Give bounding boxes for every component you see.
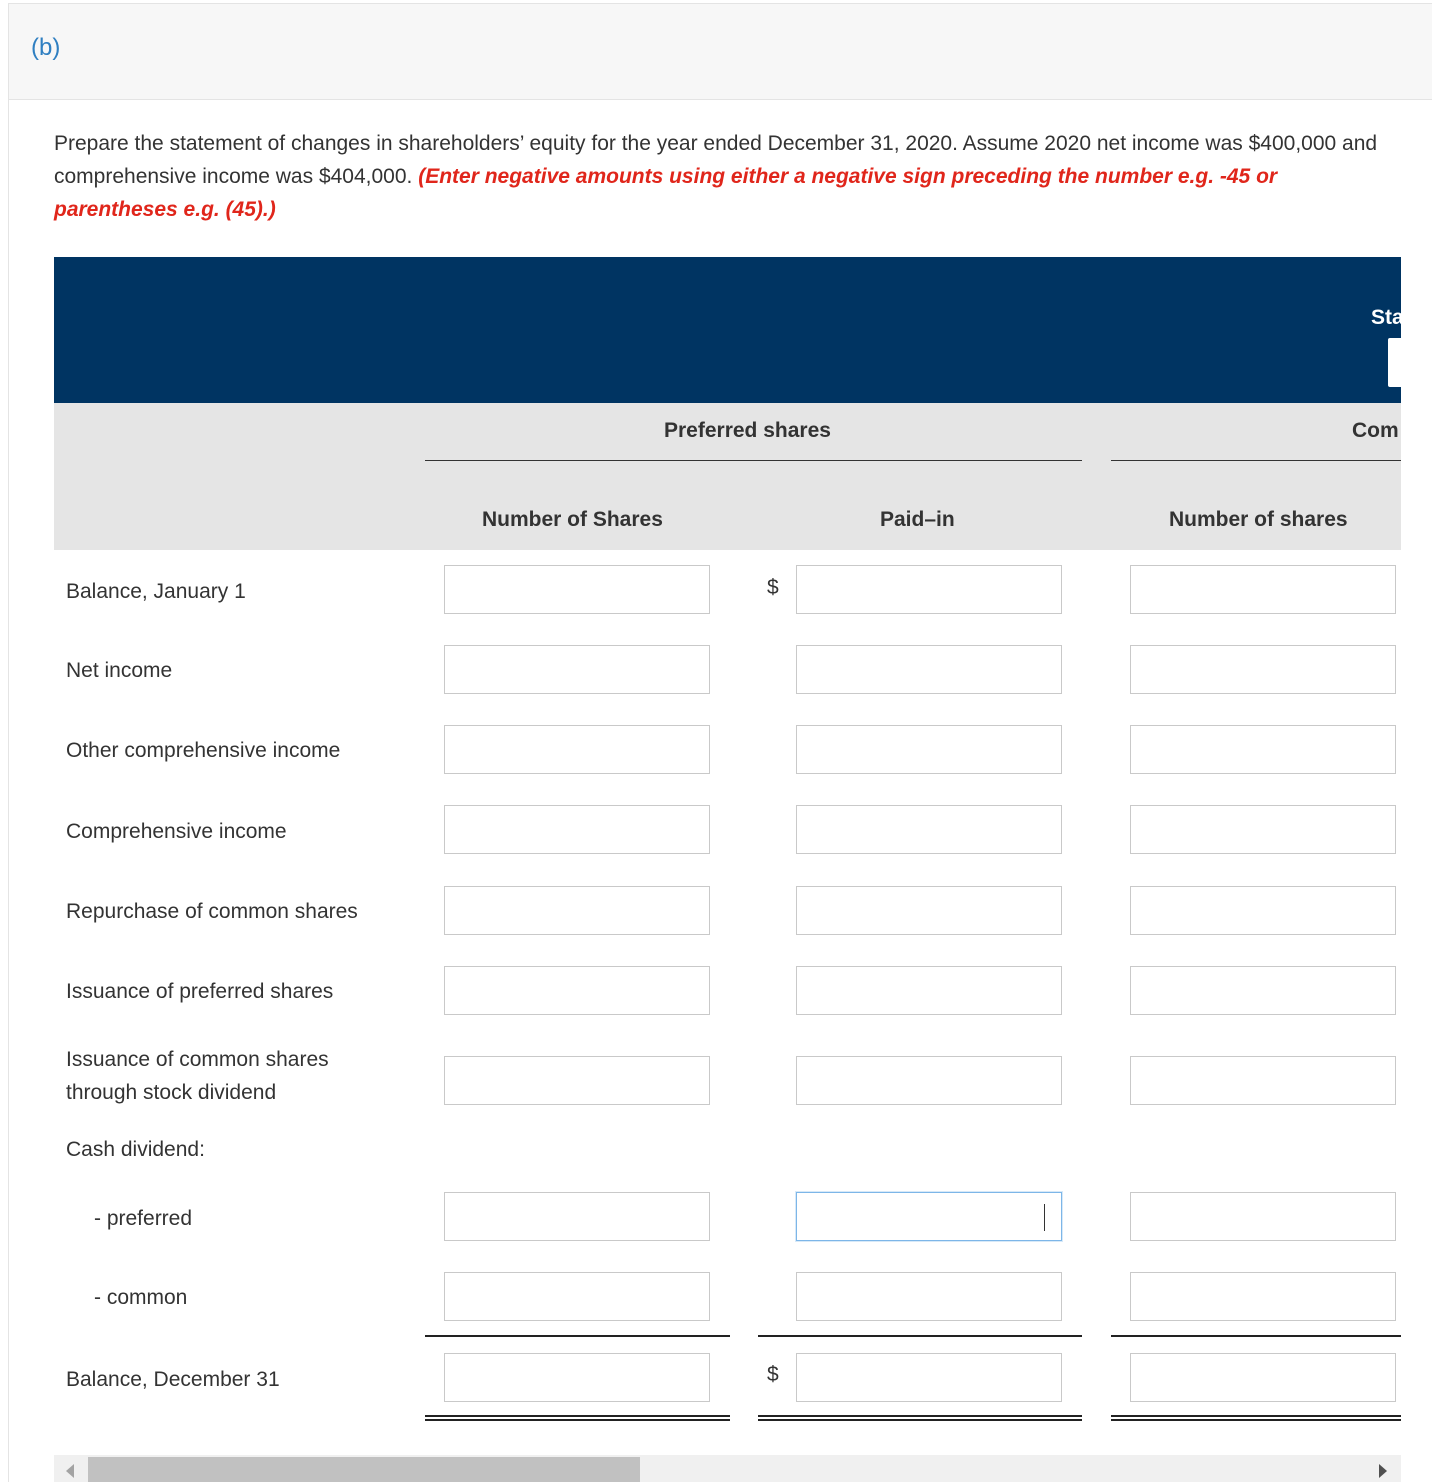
input-issuance-preferred-preferred-paid-in[interactable] bbox=[796, 966, 1062, 1015]
row-label-issuance-common-1: Issuance of common shares bbox=[66, 1048, 329, 1071]
input-net-income-preferred-number[interactable] bbox=[444, 645, 710, 694]
input-common-dividend-common-number[interactable] bbox=[1130, 1272, 1396, 1321]
total-rule bbox=[425, 1335, 730, 1337]
input-issuance-preferred-common-number[interactable] bbox=[1130, 966, 1396, 1015]
row-label-repurchase-common: Repurchase of common shares bbox=[66, 900, 358, 923]
scroll-left-arrow-icon[interactable] bbox=[66, 1464, 74, 1478]
instructions bbox=[54, 127, 1399, 226]
row-label-balance-jan1: Balance, January 1 bbox=[66, 580, 246, 603]
input-balance-jan1-common-number[interactable] bbox=[1130, 565, 1396, 614]
group-header-preferred: Preferred shares bbox=[664, 419, 831, 442]
double-total-rule bbox=[1111, 1415, 1401, 1421]
row-label-issuance-preferred: Issuance of preferred shares bbox=[66, 980, 334, 1003]
input-preferred-dividend-preferred-paid-in[interactable] bbox=[796, 1192, 1062, 1241]
input-net-income-preferred-paid-in[interactable] bbox=[796, 645, 1062, 694]
part-label: (b) bbox=[31, 34, 61, 61]
input-oci-preferred-number[interactable] bbox=[444, 725, 710, 774]
row-label-net-income: Net income bbox=[66, 659, 173, 682]
row-label-preferred-dividend: - preferred bbox=[94, 1207, 193, 1230]
input-balance-jan1-preferred-paid-in[interactable] bbox=[796, 565, 1062, 614]
input-oci-preferred-paid-in[interactable] bbox=[796, 725, 1062, 774]
input-comprehensive-income-preferred-number[interactable] bbox=[444, 805, 710, 854]
input-issuance-preferred-preferred-number[interactable] bbox=[444, 966, 710, 1015]
column-header-preferred-number: Number of Shares bbox=[482, 508, 663, 531]
row-label-oci: Other comprehensive income bbox=[66, 739, 341, 762]
input-oci-common-number[interactable] bbox=[1130, 725, 1396, 774]
input-common-dividend-preferred-number[interactable] bbox=[444, 1272, 710, 1321]
input-balance-dec31-preferred-paid-in[interactable] bbox=[796, 1353, 1062, 1402]
input-repurchase-common-number[interactable] bbox=[1130, 886, 1396, 935]
group-rule-preferred bbox=[425, 460, 1082, 461]
row-label-balance-dec31: Balance, December 31 bbox=[66, 1368, 280, 1391]
double-total-rule bbox=[425, 1415, 730, 1421]
group-rule-common bbox=[1111, 460, 1401, 461]
input-stock-dividend-preferred-paid-in[interactable] bbox=[796, 1056, 1062, 1105]
row-label-issuance-common-2: through stock dividend bbox=[66, 1081, 277, 1104]
input-preferred-dividend-common-number[interactable] bbox=[1130, 1192, 1396, 1241]
horizontal-scrollbar[interactable] bbox=[54, 1455, 1401, 1482]
column-header-common-number: Number of shares bbox=[1169, 508, 1348, 531]
input-balance-dec31-preferred-number[interactable] bbox=[444, 1353, 710, 1402]
scrollbar-thumb[interactable] bbox=[88, 1457, 640, 1482]
instructions-text: Prepare the statement of changes in shareholders’ equity for the year ended December 31, 2020. Assume 2020 net income was $400,000 and comprehensive income was $404,000. bbox=[54, 132, 1378, 188]
part-header bbox=[8, 3, 1432, 100]
input-balance-dec31-common-number[interactable] bbox=[1130, 1353, 1396, 1402]
input-comprehensive-income-common-number[interactable] bbox=[1130, 805, 1396, 854]
input-stock-dividend-preferred-number[interactable] bbox=[444, 1056, 710, 1105]
row-label-comprehensive-income: Comprehensive income bbox=[66, 820, 287, 843]
input-common-dividend-preferred-paid-in[interactable] bbox=[796, 1272, 1062, 1321]
input-balance-jan1-preferred-number[interactable] bbox=[444, 565, 710, 614]
input-repurchase-preferred-paid-in[interactable] bbox=[796, 886, 1062, 935]
instructions-note: (Enter negative amounts using either a negative sign preceding the number e.g. -45 or parentheses e.g. (45).) bbox=[54, 165, 1278, 221]
title-input-field[interactable] bbox=[1388, 338, 1408, 387]
currency-symbol: $ bbox=[767, 576, 779, 599]
table-title-band bbox=[54, 257, 1401, 403]
text-cursor bbox=[1044, 1204, 1045, 1231]
input-net-income-common-number[interactable] bbox=[1130, 645, 1396, 694]
group-header-common: Com bbox=[1352, 419, 1399, 442]
scroll-right-arrow-icon[interactable] bbox=[1379, 1464, 1387, 1478]
currency-symbol: $ bbox=[767, 1363, 779, 1386]
total-rule bbox=[1111, 1335, 1401, 1337]
input-preferred-dividend-preferred-number[interactable] bbox=[444, 1192, 710, 1241]
left-border bbox=[8, 100, 9, 1482]
table-title: Sta bbox=[1371, 306, 1404, 329]
total-rule bbox=[758, 1335, 1082, 1337]
double-total-rule bbox=[758, 1415, 1082, 1421]
input-comprehensive-income-preferred-paid-in[interactable] bbox=[796, 805, 1062, 854]
input-stock-dividend-common-number[interactable] bbox=[1130, 1056, 1396, 1105]
row-label-cash-dividend: Cash dividend: bbox=[66, 1138, 205, 1161]
column-header-preferred-paid-in: Paid–in bbox=[880, 508, 955, 531]
input-repurchase-preferred-number[interactable] bbox=[444, 886, 710, 935]
row-label-common-dividend: - common bbox=[94, 1286, 188, 1309]
